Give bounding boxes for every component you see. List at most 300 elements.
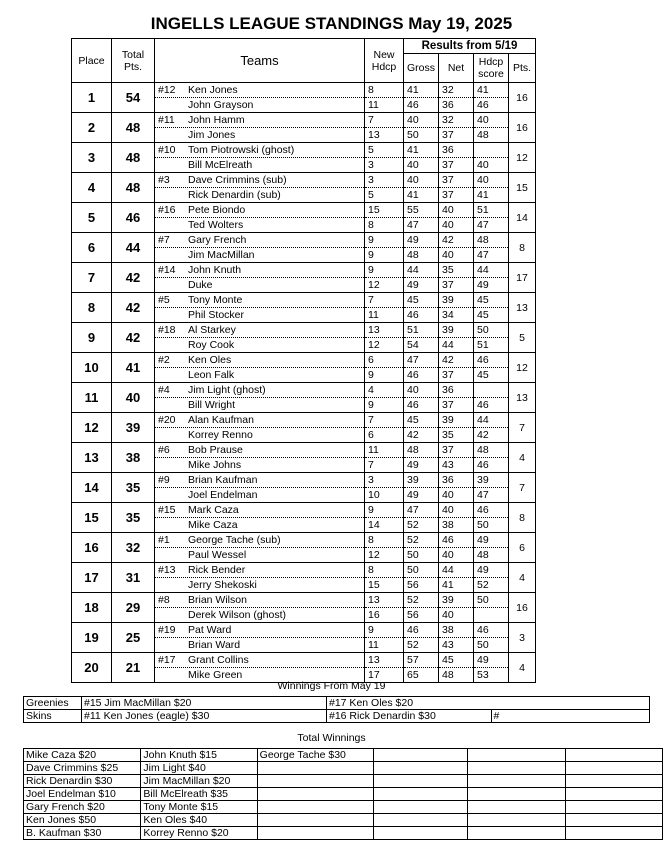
- place-cell: 16: [72, 533, 112, 563]
- winnings-cell: Ken Jones $50: [24, 814, 141, 827]
- total-winnings-table: [23, 748, 663, 840]
- net-cell: [439, 653, 474, 683]
- hdcp-score-cell: [474, 83, 509, 113]
- header-pts: Pts.: [509, 54, 536, 83]
- winnings-cell: [565, 775, 662, 788]
- player-name: Brian Kaufman: [188, 474, 258, 486]
- place-cell: 6: [72, 233, 112, 263]
- place-cell: 12: [72, 413, 112, 443]
- gross-value: 47: [407, 219, 419, 231]
- gross-cell: [404, 83, 439, 113]
- player-name: Dave Crimmins (sub): [188, 174, 287, 186]
- player-name: Ken Jones: [188, 84, 238, 96]
- winnings-cell: [257, 801, 373, 814]
- net-cell: [439, 263, 474, 293]
- gross-value: 54: [407, 339, 419, 351]
- net-value: 38: [442, 519, 454, 531]
- net-value: 44: [442, 339, 454, 351]
- net-value: 36: [439, 143, 473, 158]
- gross-value: 45: [404, 413, 438, 428]
- hdcp-score-value: 48: [477, 129, 489, 141]
- winnings-cell: Gary French $20: [24, 801, 141, 814]
- team-row: [72, 593, 536, 623]
- hdcp-score-value: [474, 143, 508, 158]
- gross-cell: [404, 533, 439, 563]
- hdcp-value: 8: [368, 219, 374, 231]
- gross-cell: [404, 263, 439, 293]
- team-cell: [155, 503, 365, 533]
- gross-value: 46: [404, 623, 438, 638]
- hdcp-score-value: 41: [477, 189, 489, 201]
- greenie-entry: #17 Ken Oles $20: [327, 697, 650, 710]
- hdcp-value: 11: [368, 309, 379, 321]
- player-name: Rick Bender: [188, 564, 246, 576]
- team-cell: [155, 203, 365, 233]
- gross-value: 46: [407, 99, 419, 111]
- net-value: 39: [439, 293, 473, 308]
- gross-value: 49: [407, 279, 419, 291]
- hdcp-value: 6: [365, 353, 403, 368]
- net-value: 39: [439, 593, 473, 608]
- team-cell: [155, 263, 365, 293]
- gross-value: 48: [404, 443, 438, 458]
- net-value: 42: [439, 353, 473, 368]
- pts-cell: 15: [509, 173, 536, 203]
- gross-value: 65: [407, 669, 419, 681]
- net-value: 37: [442, 189, 454, 201]
- hdcp-score-cell: [474, 443, 509, 473]
- hdcp-score-cell: [474, 593, 509, 623]
- player-name: Tom Piotrowski (ghost): [188, 144, 295, 156]
- player-name: Phil Stocker: [188, 309, 245, 321]
- net-cell: [439, 323, 474, 353]
- winnings-row: [24, 801, 663, 814]
- pts-cell: 7: [509, 473, 536, 503]
- hdcp-score-cell: [474, 293, 509, 323]
- player-name: Joel Endelman: [188, 489, 258, 501]
- gross-cell: [404, 323, 439, 353]
- team-number: #3: [158, 174, 170, 186]
- skins-row: [24, 710, 650, 723]
- net-value: 32: [439, 113, 473, 128]
- hdcp-cell: [365, 143, 404, 173]
- pts-cell: 16: [509, 113, 536, 143]
- total-pts-cell: 35: [112, 503, 155, 533]
- total-pts-cell: 25: [112, 623, 155, 653]
- hdcp-value: 9: [368, 369, 374, 381]
- gross-cell: [404, 413, 439, 443]
- player-name: Bill Wright: [188, 399, 236, 411]
- hdcp-score-value: 47: [477, 219, 489, 231]
- pts-cell: 16: [509, 593, 536, 623]
- player-name: Derek Wilson (ghost): [188, 609, 287, 621]
- hdcp-score-value: 45: [477, 309, 489, 321]
- hdcp-value: 9: [368, 399, 374, 411]
- net-value: 37: [442, 129, 454, 141]
- header-gross: Gross: [404, 54, 439, 83]
- pts-cell: 4: [509, 443, 536, 473]
- header-place: Place: [72, 39, 112, 83]
- pts-cell: 8: [509, 503, 536, 533]
- hdcp-score-value: 48: [474, 233, 508, 248]
- hdcp-score-value: 48: [474, 443, 508, 458]
- team-row: [72, 503, 536, 533]
- winnings-cell: [257, 827, 373, 840]
- winnings-cell: [565, 788, 662, 801]
- team-row: [72, 533, 536, 563]
- hdcp-score-value: 49: [474, 653, 508, 668]
- header-net: Net: [439, 54, 474, 83]
- team-cell: [155, 113, 365, 143]
- net-cell: [439, 233, 474, 263]
- gross-value: 39: [404, 473, 438, 488]
- hdcp-score-value: 42: [477, 429, 489, 441]
- hdcp-value: 9: [365, 263, 403, 278]
- player-name: Grant Collins: [188, 654, 249, 666]
- net-cell: [439, 473, 474, 503]
- hdcp-score-cell: [474, 143, 509, 173]
- net-value: 40: [442, 249, 454, 261]
- player-name: John Knuth: [188, 264, 242, 276]
- player-name: Jim MacMillan: [188, 249, 255, 261]
- team-number: #14: [158, 264, 176, 276]
- gross-value: 40: [404, 113, 438, 128]
- team-number: #5: [158, 294, 170, 306]
- team-number: #15: [158, 504, 176, 516]
- gross-cell: [404, 503, 439, 533]
- hdcp-score-value: 40: [477, 159, 489, 171]
- total-pts-cell: 44: [112, 233, 155, 263]
- hdcp-cell: [365, 413, 404, 443]
- winnings-cell: John Knuth $15: [141, 749, 257, 762]
- place-cell: 18: [72, 593, 112, 623]
- player-name: John Hamm: [188, 114, 245, 126]
- winnings-cell: [468, 801, 565, 814]
- greenies-label: Greenies: [24, 697, 82, 710]
- place-cell: 5: [72, 203, 112, 233]
- team-row: [72, 653, 536, 683]
- hdcp-cell: [365, 83, 404, 113]
- winnings-row: [24, 775, 663, 788]
- hdcp-cell: [365, 383, 404, 413]
- player-name: Mike Johns: [188, 459, 242, 471]
- winnings-cell: [468, 749, 565, 762]
- gross-value: 49: [404, 233, 438, 248]
- net-value: 45: [439, 653, 473, 668]
- total-pts-cell: 42: [112, 293, 155, 323]
- gross-value: 51: [404, 323, 438, 338]
- hdcp-cell: [365, 563, 404, 593]
- winnings-cell: [257, 814, 373, 827]
- player-name: Roy Cook: [188, 339, 235, 351]
- net-value: 32: [439, 83, 473, 98]
- hdcp-score-value: 46: [474, 623, 508, 638]
- team-row: [72, 413, 536, 443]
- gross-value: 42: [407, 429, 419, 441]
- gross-value: 52: [404, 593, 438, 608]
- hdcp-value: 12: [368, 339, 380, 351]
- hdcp-value: 12: [368, 549, 380, 561]
- hdcp-score-value: 50: [474, 593, 508, 608]
- winnings-cell: [373, 827, 467, 840]
- hdcp-value: 8: [365, 83, 403, 98]
- net-value: 36: [439, 383, 473, 398]
- hdcp-cell: [365, 443, 404, 473]
- winnings-cell: Dave Crimmins $25: [24, 762, 141, 775]
- hdcp-cell: [365, 263, 404, 293]
- winnings-cell: [373, 814, 467, 827]
- hdcp-score-value: [474, 383, 508, 398]
- header-new-hdcp: New Hdcp: [365, 39, 404, 83]
- hdcp-score-cell: [474, 653, 509, 683]
- hdcp-value: 5: [368, 189, 374, 201]
- place-cell: 3: [72, 143, 112, 173]
- hdcp-cell: [365, 203, 404, 233]
- winnings-cell: B. Kaufman $30: [24, 827, 141, 840]
- gross-cell: [404, 353, 439, 383]
- net-value: 38: [439, 623, 473, 638]
- hdcp-value: 9: [365, 503, 403, 518]
- winnings-cell: [468, 775, 565, 788]
- hdcp-score-value: 39: [474, 473, 508, 488]
- total-pts-cell: 39: [112, 413, 155, 443]
- net-value: 43: [442, 639, 454, 651]
- team-number: #12: [158, 84, 176, 96]
- team-cell: [155, 323, 365, 353]
- gross-cell: [404, 173, 439, 203]
- hdcp-score-value: 46: [477, 399, 489, 411]
- total-pts-cell: 31: [112, 563, 155, 593]
- gross-value: 50: [407, 549, 419, 561]
- team-number: #19: [158, 624, 176, 636]
- winnings-cell: [373, 788, 467, 801]
- hdcp-score-value: 44: [474, 263, 508, 278]
- hdcp-value: 15: [368, 579, 380, 591]
- hdcp-value: 15: [365, 203, 403, 218]
- place-cell: 1: [72, 83, 112, 113]
- net-value: 39: [439, 413, 473, 428]
- net-cell: [439, 143, 474, 173]
- winnings-cell: [257, 762, 373, 775]
- pts-cell: 5: [509, 323, 536, 353]
- winnings-cell: Ken Oles $40: [141, 814, 257, 827]
- player-name: Ted Wolters: [188, 219, 244, 231]
- team-number: #7: [158, 234, 170, 246]
- hdcp-score-value: 48: [477, 549, 489, 561]
- gross-value: 46: [407, 399, 419, 411]
- pts-cell: 17: [509, 263, 536, 293]
- hdcp-score-cell: [474, 113, 509, 143]
- net-value: 37: [442, 369, 454, 381]
- team-number: #4: [158, 384, 170, 396]
- place-cell: 19: [72, 623, 112, 653]
- net-value: 44: [439, 563, 473, 578]
- player-name: Rick Denardin (sub): [188, 189, 281, 201]
- winnings-cell: [373, 801, 467, 814]
- player-name: Korrey Renno: [188, 429, 253, 441]
- team-row: [72, 203, 536, 233]
- gross-value: 40: [404, 173, 438, 188]
- total-pts-cell: 38: [112, 443, 155, 473]
- winnings-cell: [468, 788, 565, 801]
- team-cell: [155, 293, 365, 323]
- winnings-cell: [468, 762, 565, 775]
- hdcp-score-value: 53: [477, 669, 489, 681]
- hdcp-cell: [365, 173, 404, 203]
- hdcp-score-value: 49: [477, 279, 489, 291]
- net-value: 40: [439, 203, 473, 218]
- net-cell: [439, 623, 474, 653]
- team-number: #16: [158, 204, 176, 216]
- hdcp-value: 9: [368, 249, 374, 261]
- hdcp-value: 3: [368, 159, 374, 171]
- place-cell: 8: [72, 293, 112, 323]
- pts-cell: 12: [509, 143, 536, 173]
- place-cell: 20: [72, 653, 112, 683]
- team-row: [72, 383, 536, 413]
- hdcp-value: 16: [368, 609, 380, 621]
- hdcp-cell: [365, 323, 404, 353]
- hdcp-value: 11: [368, 639, 379, 651]
- hdcp-value: 3: [365, 473, 403, 488]
- pts-cell: 7: [509, 413, 536, 443]
- team-cell: [155, 533, 365, 563]
- winnings-cell: [565, 762, 662, 775]
- net-value: 46: [439, 533, 473, 548]
- team-row: [72, 323, 536, 353]
- gross-value: 40: [407, 159, 419, 171]
- net-value: 37: [439, 173, 473, 188]
- winnings-cell: Joel Endelman $10: [24, 788, 141, 801]
- gross-value: 49: [407, 459, 419, 471]
- hdcp-score-value: 51: [474, 203, 508, 218]
- net-value: 40: [442, 549, 454, 561]
- pts-cell: 14: [509, 203, 536, 233]
- net-cell: [439, 83, 474, 113]
- team-row: [72, 263, 536, 293]
- net-value: 36: [442, 99, 454, 111]
- hdcp-cell: [365, 503, 404, 533]
- pts-cell: 6: [509, 533, 536, 563]
- winnings-cell: Jim MacMillan $20: [141, 775, 257, 788]
- net-cell: [439, 383, 474, 413]
- team-row: [72, 143, 536, 173]
- gross-cell: [404, 203, 439, 233]
- team-row: [72, 293, 536, 323]
- hdcp-value: 7: [365, 113, 403, 128]
- winnings-cell: [565, 814, 662, 827]
- pts-cell: 12: [509, 353, 536, 383]
- total-pts-cell: 21: [112, 653, 155, 683]
- net-value: 37: [442, 279, 454, 291]
- net-cell: [439, 593, 474, 623]
- hdcp-cell: [365, 113, 404, 143]
- player-name: John Grayson: [188, 99, 254, 111]
- gross-value: 52: [407, 519, 419, 531]
- team-cell: [155, 83, 365, 113]
- total-pts-cell: 42: [112, 263, 155, 293]
- hdcp-value: 13: [365, 323, 403, 338]
- header-results: Results from 5/19: [404, 39, 536, 54]
- team-number: #18: [158, 324, 176, 336]
- hdcp-score-value: 49: [474, 563, 508, 578]
- place-cell: 10: [72, 353, 112, 383]
- hdcp-score-value: 46: [474, 353, 508, 368]
- player-name: George Tache (sub): [188, 534, 281, 546]
- team-number: #8: [158, 594, 170, 606]
- hdcp-cell: [365, 473, 404, 503]
- hdcp-score-value: 45: [474, 293, 508, 308]
- team-number: #20: [158, 414, 176, 426]
- total-pts-cell: 35: [112, 473, 155, 503]
- hdcp-value: 9: [365, 623, 403, 638]
- player-name: Pat Ward: [188, 624, 232, 636]
- hdcp-score-cell: [474, 203, 509, 233]
- hdcp-value: 7: [368, 459, 374, 471]
- winnings-cell: [373, 749, 467, 762]
- net-cell: [439, 293, 474, 323]
- place-cell: 9: [72, 323, 112, 353]
- hdcp-score-cell: [474, 383, 509, 413]
- hdcp-score-value: 52: [477, 579, 489, 591]
- greenie-entry: #15 Jim MacMillan $20: [82, 697, 327, 710]
- gross-cell: [404, 593, 439, 623]
- place-cell: 11: [72, 383, 112, 413]
- team-cell: [155, 413, 365, 443]
- winnings-cell: Mike Caza $20: [24, 749, 141, 762]
- total-pts-cell: 29: [112, 593, 155, 623]
- hdcp-value: 11: [368, 99, 379, 111]
- hdcp-score-cell: [474, 413, 509, 443]
- gross-value: 41: [404, 83, 438, 98]
- winnings-cell: [373, 762, 467, 775]
- hdcp-score-value: 44: [474, 413, 508, 428]
- gross-value: 48: [407, 249, 419, 261]
- hdcp-score-value: 46: [477, 459, 489, 471]
- total-pts-cell: 48: [112, 173, 155, 203]
- team-row: [72, 113, 536, 143]
- hdcp-value: 9: [365, 233, 403, 248]
- net-value: 41: [442, 579, 454, 591]
- player-name: Mark Caza: [188, 504, 239, 516]
- gross-value: 41: [404, 143, 438, 158]
- header-total-pts: Total Pts.: [112, 39, 155, 83]
- pts-cell: 4: [509, 563, 536, 593]
- winnings-cell: [257, 788, 373, 801]
- pts-cell: 3: [509, 623, 536, 653]
- player-name: Mike Green: [188, 669, 243, 681]
- hdcp-value: 7: [365, 293, 403, 308]
- winnings-cell: [468, 827, 565, 840]
- hdcp-score-value: 46: [477, 99, 489, 111]
- gross-cell: [404, 443, 439, 473]
- hdcp-cell: [365, 293, 404, 323]
- team-cell: [155, 473, 365, 503]
- pts-cell: 13: [509, 383, 536, 413]
- team-number: #11: [158, 114, 175, 126]
- hdcp-value: 6: [368, 429, 374, 441]
- gross-value: 41: [407, 189, 419, 201]
- team-number: #2: [158, 354, 170, 366]
- hdcp-score-value: 51: [477, 339, 489, 351]
- winnings-cell: George Tache $30: [257, 749, 373, 762]
- team-row: [72, 233, 536, 263]
- player-name: Jerry Shekoski: [188, 579, 257, 591]
- team-row: [72, 623, 536, 653]
- hdcp-value: 17: [368, 669, 380, 681]
- player-name: Ken Oles: [188, 354, 232, 366]
- gross-value: 57: [404, 653, 438, 668]
